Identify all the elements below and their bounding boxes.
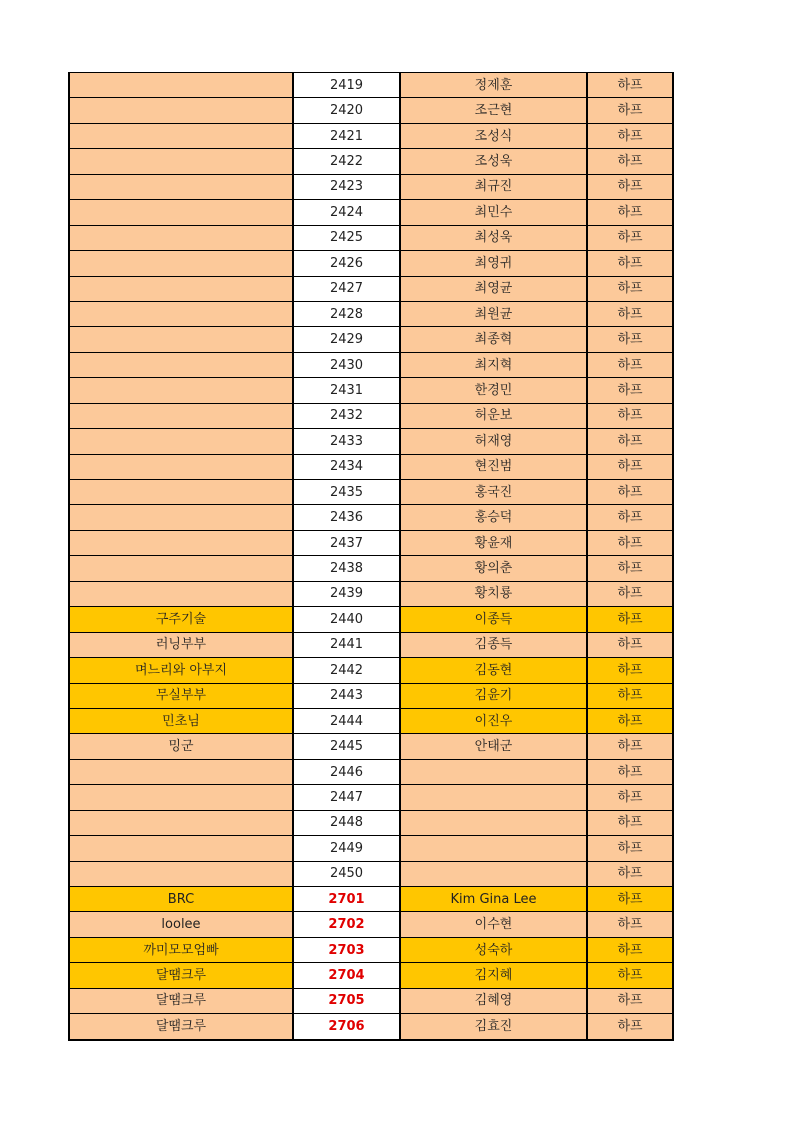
table-row <box>69 530 673 555</box>
table-row <box>69 937 673 962</box>
bib-number-cell: 2438 <box>293 556 400 581</box>
runner-name-cell: 최영균 <box>400 276 587 301</box>
team-cell <box>69 200 293 225</box>
team-cell: loolee <box>69 912 293 937</box>
runner-name-cell: 조성욱 <box>400 149 587 174</box>
team-cell <box>69 251 293 276</box>
bib-number-cell: 2447 <box>293 785 400 810</box>
course-cell: 하프 <box>587 683 673 708</box>
team-cell <box>69 352 293 377</box>
runner-name-cell: 최민수 <box>400 200 587 225</box>
bib-number-cell: 2441 <box>293 632 400 657</box>
team-cell <box>69 759 293 784</box>
team-cell <box>69 836 293 861</box>
team-cell <box>69 276 293 301</box>
course-cell: 하프 <box>587 937 673 962</box>
bib-number-cell: 2425 <box>293 225 400 250</box>
team-cell <box>69 73 293 98</box>
table-row <box>69 352 673 377</box>
bib-number-cell: 2445 <box>293 734 400 759</box>
roster-rows <box>69 73 673 1040</box>
bib-number-cell: 2429 <box>293 327 400 352</box>
table-row <box>69 149 673 174</box>
course-cell: 하프 <box>587 632 673 657</box>
bib-number-cell: 2705 <box>293 988 400 1013</box>
runner-name-cell: 황윤재 <box>400 530 587 555</box>
team-cell: 달땜크루 <box>69 988 293 1013</box>
course-cell: 하프 <box>587 530 673 555</box>
table-row <box>69 174 673 199</box>
runner-name-cell: 홍국진 <box>400 480 587 505</box>
team-cell: 밍군 <box>69 734 293 759</box>
runner-name-cell: 황치룡 <box>400 581 587 606</box>
bib-number-cell: 2446 <box>293 759 400 784</box>
course-cell: 하프 <box>587 480 673 505</box>
bib-number-cell: 2427 <box>293 276 400 301</box>
course-cell: 하프 <box>587 200 673 225</box>
table-row <box>69 429 673 454</box>
bib-number-cell: 2448 <box>293 810 400 835</box>
bib-number-cell: 2444 <box>293 708 400 733</box>
course-cell: 하프 <box>587 301 673 326</box>
team-cell <box>69 98 293 123</box>
table-row <box>69 810 673 835</box>
course-cell: 하프 <box>587 352 673 377</box>
table-row <box>69 607 673 632</box>
runner-name-cell <box>400 836 587 861</box>
bib-number-cell: 2434 <box>293 454 400 479</box>
bib-number-cell: 2430 <box>293 352 400 377</box>
runner-name-cell <box>400 759 587 784</box>
table-row <box>69 861 673 886</box>
course-cell: 하프 <box>587 785 673 810</box>
bib-number-cell: 2439 <box>293 581 400 606</box>
team-cell <box>69 174 293 199</box>
table-row <box>69 658 673 683</box>
bib-number-cell: 2424 <box>293 200 400 225</box>
team-cell <box>69 480 293 505</box>
bib-number-cell: 2428 <box>293 301 400 326</box>
runner-name-cell: 김효진 <box>400 1014 587 1040</box>
team-cell <box>69 327 293 352</box>
course-cell: 하프 <box>587 149 673 174</box>
runner-name-cell: 안태군 <box>400 734 587 759</box>
runner-name-cell: 성숙하 <box>400 937 587 962</box>
bib-number-cell: 2442 <box>293 658 400 683</box>
course-cell: 하프 <box>587 276 673 301</box>
course-cell: 하프 <box>587 912 673 937</box>
course-cell: 하프 <box>587 98 673 123</box>
table-row <box>69 734 673 759</box>
course-cell: 하프 <box>587 988 673 1013</box>
team-cell <box>69 429 293 454</box>
bib-number-cell: 2443 <box>293 683 400 708</box>
table-row <box>69 454 673 479</box>
runner-name-cell: 허운보 <box>400 403 587 428</box>
bib-number-cell: 2703 <box>293 937 400 962</box>
bib-number-cell: 2450 <box>293 861 400 886</box>
bib-number-cell: 2422 <box>293 149 400 174</box>
bib-number-cell: 2449 <box>293 836 400 861</box>
bib-number-cell: 2706 <box>293 1014 400 1040</box>
runner-name-cell: 황의춘 <box>400 556 587 581</box>
team-cell <box>69 149 293 174</box>
team-cell <box>69 301 293 326</box>
team-cell: 구주기술 <box>69 607 293 632</box>
table-row <box>69 887 673 912</box>
team-cell: 민초님 <box>69 708 293 733</box>
course-cell: 하프 <box>587 607 673 632</box>
bib-number-cell: 2426 <box>293 251 400 276</box>
course-cell: 하프 <box>587 556 673 581</box>
team-cell <box>69 454 293 479</box>
table-row <box>69 327 673 352</box>
runner-name-cell: 현진범 <box>400 454 587 479</box>
runner-name-cell: 조근현 <box>400 98 587 123</box>
runner-name-cell: 조성식 <box>400 123 587 148</box>
table-row <box>69 301 673 326</box>
table-row <box>69 581 673 606</box>
runner-name-cell <box>400 785 587 810</box>
runner-name-cell: 김종득 <box>400 632 587 657</box>
table-row <box>69 480 673 505</box>
bib-number-cell: 2702 <box>293 912 400 937</box>
course-cell: 하프 <box>587 225 673 250</box>
table-row <box>69 988 673 1013</box>
table-row <box>69 836 673 861</box>
team-cell: 달땜크루 <box>69 963 293 988</box>
roster-table <box>68 72 674 1041</box>
runner-name-cell: 김윤기 <box>400 683 587 708</box>
bib-number-cell: 2435 <box>293 480 400 505</box>
runner-name-cell: 홍승덕 <box>400 505 587 530</box>
table-row <box>69 556 673 581</box>
table-row <box>69 251 673 276</box>
table-row <box>69 1014 673 1040</box>
course-cell: 하프 <box>587 454 673 479</box>
team-cell: 러닝부부 <box>69 632 293 657</box>
course-cell: 하프 <box>587 658 673 683</box>
bib-number-cell: 2420 <box>293 98 400 123</box>
course-cell: 하프 <box>587 963 673 988</box>
table-row <box>69 123 673 148</box>
course-cell: 하프 <box>587 581 673 606</box>
course-cell: 하프 <box>587 327 673 352</box>
team-cell <box>69 581 293 606</box>
bib-number-cell: 2433 <box>293 429 400 454</box>
course-cell: 하프 <box>587 759 673 784</box>
table-row <box>69 378 673 403</box>
runner-name-cell: Kim Gina Lee <box>400 887 587 912</box>
course-cell: 하프 <box>587 505 673 530</box>
runner-name-cell: 이수현 <box>400 912 587 937</box>
team-cell <box>69 225 293 250</box>
bib-number-cell: 2421 <box>293 123 400 148</box>
team-cell: 달땜크루 <box>69 1014 293 1040</box>
runner-name-cell: 최지혁 <box>400 352 587 377</box>
course-cell: 하프 <box>587 123 673 148</box>
table-row <box>69 225 673 250</box>
runner-name-cell: 최영귀 <box>400 251 587 276</box>
course-cell: 하프 <box>587 251 673 276</box>
team-cell <box>69 810 293 835</box>
bib-number-cell: 2423 <box>293 174 400 199</box>
table-row <box>69 98 673 123</box>
course-cell: 하프 <box>587 73 673 98</box>
table-row <box>69 73 673 98</box>
course-cell: 하프 <box>587 174 673 199</box>
team-cell <box>69 505 293 530</box>
runner-name-cell: 김동현 <box>400 658 587 683</box>
runner-name-cell: 김혜영 <box>400 988 587 1013</box>
runner-name-cell: 김지혜 <box>400 963 587 988</box>
team-cell <box>69 530 293 555</box>
table-row <box>69 632 673 657</box>
team-cell <box>69 861 293 886</box>
runner-name-cell: 이종득 <box>400 607 587 632</box>
table-row <box>69 683 673 708</box>
runner-name-cell: 이진우 <box>400 708 587 733</box>
table-row <box>69 403 673 428</box>
course-cell: 하프 <box>587 810 673 835</box>
team-cell <box>69 378 293 403</box>
runner-name-cell: 정제훈 <box>400 73 587 98</box>
runner-name-cell: 허재영 <box>400 429 587 454</box>
course-cell: 하프 <box>587 734 673 759</box>
bib-number-cell: 2431 <box>293 378 400 403</box>
runner-name-cell <box>400 810 587 835</box>
team-cell <box>69 556 293 581</box>
runner-name-cell: 최성욱 <box>400 225 587 250</box>
table-row <box>69 505 673 530</box>
runner-name-cell: 최원균 <box>400 301 587 326</box>
team-cell: 무실부부 <box>69 683 293 708</box>
bib-number-cell: 2419 <box>293 73 400 98</box>
team-cell: 까미모모엄빠 <box>69 937 293 962</box>
course-cell: 하프 <box>587 836 673 861</box>
team-cell <box>69 785 293 810</box>
course-cell: 하프 <box>587 378 673 403</box>
table-row <box>69 912 673 937</box>
table-row <box>69 276 673 301</box>
team-cell: 며느리와 아부지 <box>69 658 293 683</box>
table-row <box>69 200 673 225</box>
bib-number-cell: 2436 <box>293 505 400 530</box>
team-cell <box>69 403 293 428</box>
bib-number-cell: 2440 <box>293 607 400 632</box>
course-cell: 하프 <box>587 861 673 886</box>
table-row <box>69 785 673 810</box>
table-row <box>69 963 673 988</box>
team-cell <box>69 123 293 148</box>
team-cell: BRC <box>69 887 293 912</box>
bib-number-cell: 2704 <box>293 963 400 988</box>
course-cell: 하프 <box>587 708 673 733</box>
bib-number-cell: 2432 <box>293 403 400 428</box>
course-cell: 하프 <box>587 1014 673 1040</box>
bib-number-cell: 2701 <box>293 887 400 912</box>
bib-number-cell: 2437 <box>293 530 400 555</box>
runner-name-cell: 한경민 <box>400 378 587 403</box>
runner-name-cell <box>400 861 587 886</box>
course-cell: 하프 <box>587 403 673 428</box>
runner-name-cell: 최종혁 <box>400 327 587 352</box>
course-cell: 하프 <box>587 429 673 454</box>
runner-name-cell: 최규진 <box>400 174 587 199</box>
table-row <box>69 759 673 784</box>
course-cell: 하프 <box>587 887 673 912</box>
table-row <box>69 708 673 733</box>
